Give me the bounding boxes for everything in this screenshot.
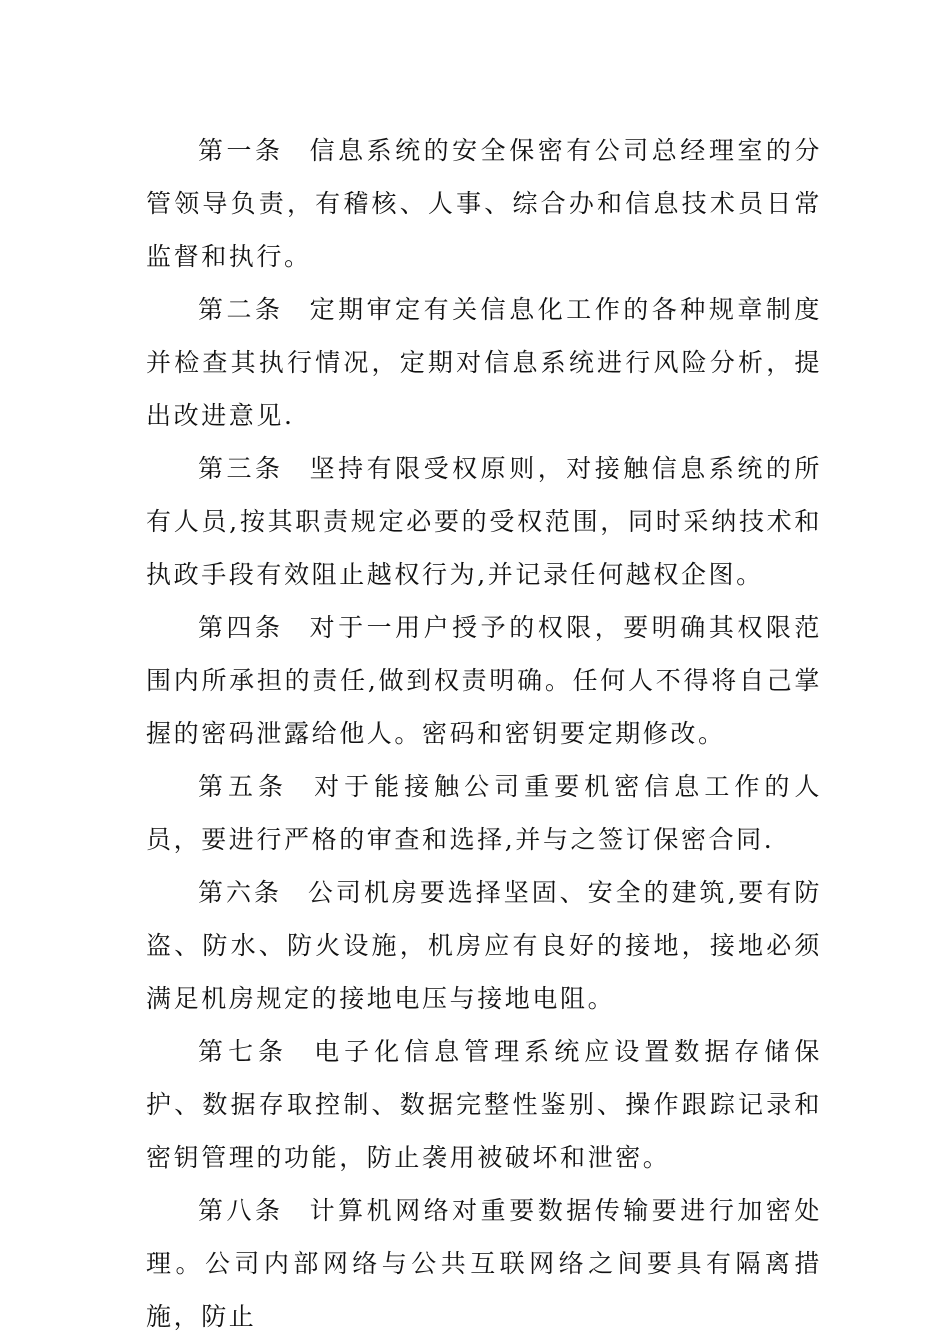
article-label: 第四条 [198,613,284,642]
article-text: 对于一用户授予的权限，要明确其权限范围内所承担的责任,做到权责明确。任何人不得将自己掌握的密码泄露给他人。密码和密钥要定期修改。 [146,613,822,748]
article-text: 定期审定有关信息化工作的各种规章制度并检查其执行情况，定期对信息系统进行风险分析，提出改进意见. [146,295,822,430]
article-label: 第三条 [198,454,284,483]
article-3 [146,442,822,601]
article-label: 第五条 [198,772,289,801]
article-text: 对于能接触公司重要机密信息工作的人员，要进行严格的审查和选择,并与之签订保密合同. [146,772,822,854]
article-text: 信息系统的安全保密有公司总经理室的分管领导负责，有稽核、人事、综合办和信息技术员日常监督和执行。 [146,136,822,271]
article-1 [146,124,822,283]
article-4 [146,601,822,760]
article-label: 第一条 [198,136,284,165]
article-5 [146,760,822,866]
article-text: 公司机房要选择坚固、安全的建筑,要有防盗、防水、防火设施，机房应有良好的接地，接地必须满足机房规定的接地电压与接地电阻。 [146,878,822,1013]
article-text: 坚持有限受权原则，对接触信息系统的所有人员,按其职责规定必要的受权范围，同时采纳技术和执政手段有效阻止越权行为,并记录任何越权企图。 [146,454,822,589]
article-label: 第八条 [198,1196,284,1225]
article-label: 第七条 [198,1037,289,1066]
article-8 [146,1184,822,1343]
article-7 [146,1025,822,1184]
article-label: 第二条 [198,295,284,324]
article-6 [146,866,822,1025]
document-body [146,124,822,1343]
article-text: 计算机网络对重要数据传输要进行加密处理。公司内部网络与公共互联网络之间要具有隔离措施，防止 [146,1196,822,1331]
article-text: 电子化信息管理系统应设置数据存储保护、数据存取控制、数据完整性鉴别、操作跟踪记录和密钥管理的功能，防止袭用被破坏和泄密。 [146,1037,822,1172]
article-label: 第六条 [198,878,282,907]
article-2 [146,283,822,442]
